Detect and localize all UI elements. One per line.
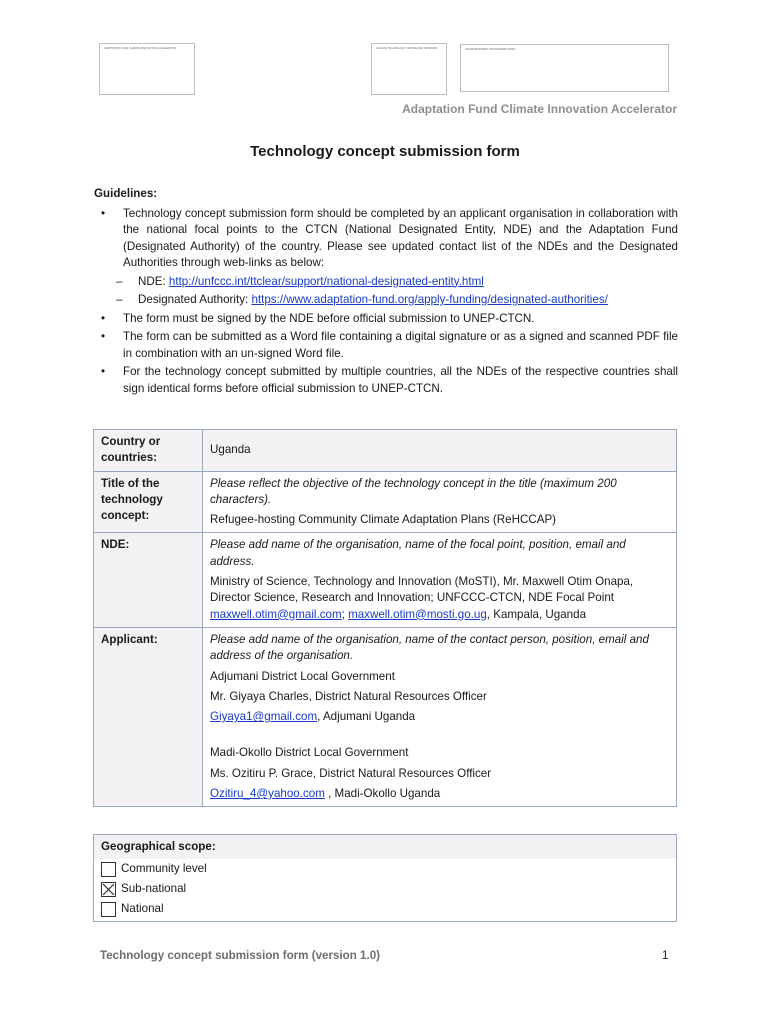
nde-link-label: NDE:: [138, 274, 169, 288]
guideline-text: For the technology concept submitted by multiple countries, all the NDEs of the respective countries shall sign identical forms before official submission to UNEP-CTCN.: [123, 365, 678, 395]
submission-info-table: [93, 429, 677, 807]
country-field[interactable]: Uganda: [203, 430, 677, 472]
bullet-icon: •: [101, 330, 106, 343]
geographical-scope-heading: Geographical scope:: [94, 835, 676, 859]
geographical-scope-section: [93, 834, 677, 922]
list-item: [94, 274, 678, 291]
list-item: [94, 311, 678, 328]
applicant-field[interactable]: [203, 627, 677, 806]
nde-link[interactable]: http://unfccc.int/ttclear/support/national-designated-entity.html: [168, 274, 484, 288]
header-subtitle: Adaptation Fund Climate Innovation Accelerator: [402, 102, 677, 116]
bullet-icon: •: [101, 365, 106, 378]
nde-location: , Kampala, Uganda: [486, 607, 587, 621]
title-value: Refugee-hosting Community Climate Adaptation Plans (ReHCCAP): [210, 513, 557, 527]
applicant-email-link[interactable]: Giyaya1@gmail.com: [210, 710, 318, 724]
table-row: [94, 471, 677, 533]
list-item: [94, 329, 678, 362]
checkbox-community-level[interactable]: [94, 859, 676, 879]
applicant-label: Applicant:: [94, 627, 203, 806]
bullet-icon: •: [101, 311, 106, 325]
guidelines-section: [94, 186, 678, 399]
logo-3-text: UN ENVIRONMENT PROGRAMME UNIDO: [465, 48, 516, 51]
logo-unep-unido: [460, 44, 669, 92]
footer-form-version: Technology concept submission form (version 1.0): [100, 949, 381, 962]
designated-authority-link[interactable]: https://www.adaptation-fund.org/apply-funding/designated-authorities/: [251, 293, 608, 306]
dash-icon: –: [116, 274, 123, 288]
checkbox-sub-national[interactable]: [94, 879, 676, 899]
page-title: Technology concept submission form: [250, 143, 520, 160]
checkbox-icon[interactable]: [101, 862, 116, 877]
list-item: [94, 364, 678, 397]
applicant-contact-2: [210, 786, 669, 802]
applicant-org-1: Adjumani District Local Government: [210, 669, 395, 683]
logo-2-text: CLIMATE TECHNOLOGY CENTRE AND NETWORK: [376, 47, 438, 50]
list-item: [94, 292, 678, 309]
checkbox-label: Community level: [121, 862, 207, 875]
applicant-location: , Adjumani Uganda: [317, 710, 416, 724]
nde-label: NDE:: [94, 533, 203, 627]
bullet-icon: •: [101, 206, 106, 220]
da-link-label: Designated Authority:: [138, 293, 252, 306]
nde-email-separator: ;: [341, 607, 349, 621]
nde-hint: Please add name of the organisation, name of the focal point, position, email and address.: [210, 538, 626, 568]
applicant-person-2: Ms. Ozitiru P. Grace, District Natural Resources Officer: [210, 766, 492, 780]
applicant-org-2: Madi-Okollo District Local Government: [210, 746, 409, 760]
table-row: [94, 533, 677, 627]
nde-email-link[interactable]: maxwell.otim@mosti.go.ug: [348, 607, 487, 621]
nde-field[interactable]: [203, 533, 677, 627]
guideline-text: The form can be submitted as a Word file containing a digital signature or as a signed and scanned PDF file in combination with an un-signed Word file.: [123, 330, 678, 360]
title-hint: Please reflect the objective of the technology concept in the title (maximum 200 characters).: [210, 476, 617, 506]
guideline-text: Technology concept submission form should be completed by an applicant organisation in collaboration with the national focal points to the CTCN (National Designated Entity, NDE) and the Adaptation Fund (Designated Authority) of the country. Please see updated contact list of the NDEs and the Designated Authorities through web-links as below:: [123, 206, 678, 269]
table-row: [94, 430, 677, 472]
applicant-location: , Madi-Okollo Uganda: [324, 787, 441, 801]
applicant-email-link[interactable]: Ozitiru_4@yahoo.com: [210, 787, 325, 801]
checkbox-national[interactable]: [94, 899, 676, 919]
checkbox-label: National: [121, 902, 164, 915]
page-number: 1: [662, 949, 669, 962]
nde-contact-line: [210, 607, 669, 623]
applicant-hint: Please add name of the organisation, name of the contact person, position, email and address of the organisation.: [210, 632, 649, 663]
checkbox-label: Sub-national: [121, 882, 187, 895]
title-label: Title of the technology concept:: [94, 471, 203, 533]
guidelines-heading: Guidelines:: [94, 187, 158, 200]
dash-icon: –: [116, 293, 123, 306]
logo-ctcn: [371, 43, 447, 95]
list-item: [94, 206, 678, 272]
applicant-contact-1: [210, 709, 669, 725]
guideline-text: The form must be signed by the NDE before official submission to UNEP-CTCN.: [123, 311, 535, 325]
applicant-person-1: Mr. Giyaya Charles, District Natural Resources Officer: [210, 689, 487, 703]
nde-email-link[interactable]: maxwell.otim@gmail.com: [210, 607, 342, 621]
nde-value: Ministry of Science, Technology and Innovation (MoSTI), Mr. Maxwell Otim Onapa, Director Science, Research and Innovation; UNFCCC-CTCN, NDE Focal Point: [210, 575, 634, 605]
logo-adaptation-fund: [99, 43, 195, 95]
logo-1-text: ADAPTATION FUND CLIMATE INNOVATION ACCELERATOR: [104, 47, 177, 50]
title-field[interactable]: [203, 471, 677, 533]
table-row: [94, 627, 677, 806]
checked-checkbox-icon[interactable]: [101, 882, 116, 897]
checkbox-icon[interactable]: [101, 902, 116, 917]
country-label: Country or countries:: [94, 430, 203, 472]
